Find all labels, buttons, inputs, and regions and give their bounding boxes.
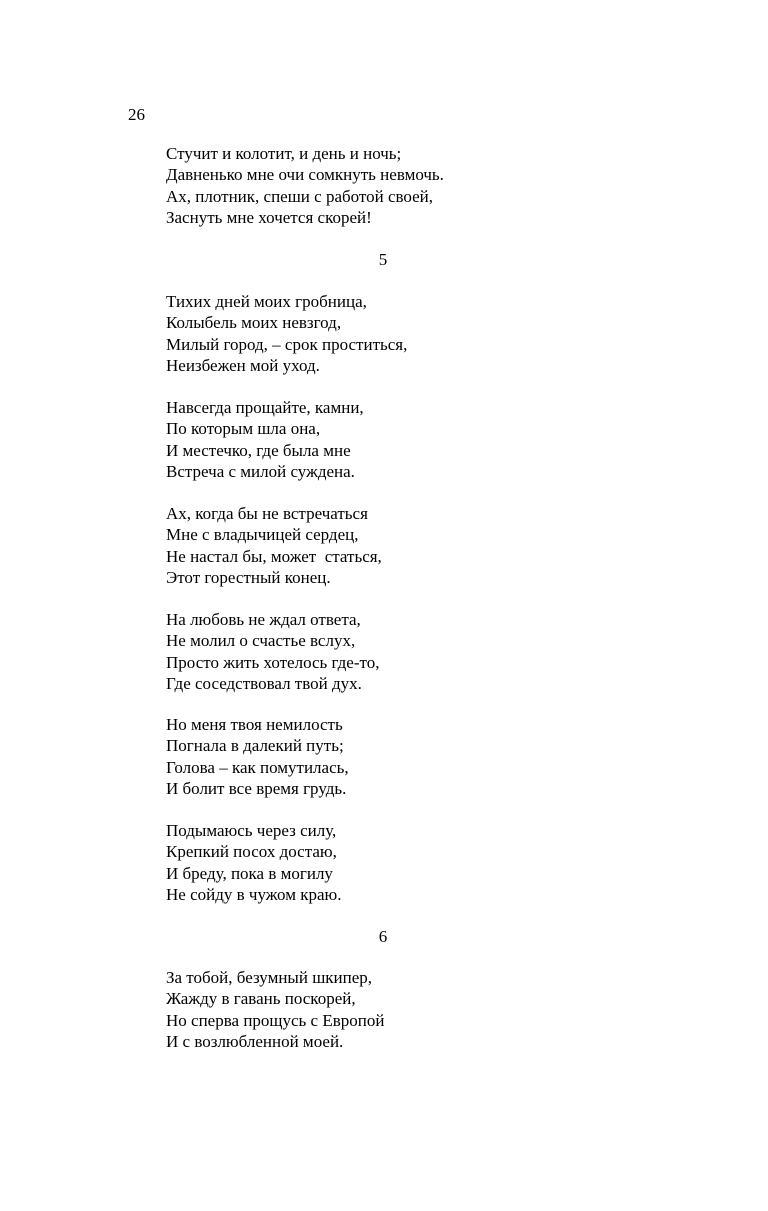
section-heading-5: [0, 249, 768, 270]
poem-line: Заснуть мне хочется скорей!: [166, 207, 372, 227]
poem-line: За тобой, безумный шкипер,: [166, 968, 373, 987]
poem-line: Не сойду в чужом краю.: [166, 884, 342, 904]
poem-line: Где соседствовал твой дух.: [166, 673, 362, 693]
poem-line: Но меня твоя немилость: [166, 715, 343, 734]
stanza: [166, 397, 364, 482]
section-heading-6: [0, 926, 768, 947]
section-number: 6: [378, 927, 388, 946]
poem-line: Милый город, – срок проститься,: [166, 334, 408, 354]
poem-line: Этот горестный конец.: [166, 567, 331, 587]
poem-line: Неизбежен мой уход.: [166, 355, 320, 375]
section-number: 5: [378, 250, 388, 269]
stanza-continuation: [166, 143, 444, 228]
poem-line: Давненько мне очи сомкнуть невмочь.: [166, 165, 444, 185]
poem-line: Не настал бы, может статься,: [166, 546, 382, 566]
poem-line: Навсегда прощайте, камни,: [166, 398, 364, 417]
poem-line: Ах, когда бы не встречаться: [166, 504, 368, 523]
poem-line: Погнала в далекий путь;: [166, 736, 344, 756]
poem-line: Встреча с милой суждена.: [166, 461, 355, 481]
poem-line: И болит все время грудь.: [166, 778, 347, 798]
poem-line: Ах, плотник, спеши с работой своей,: [166, 186, 434, 206]
poem-line: Колыбель моих невзгод,: [166, 313, 342, 333]
stanza: [166, 503, 382, 588]
stanza: [166, 291, 407, 376]
stanza: [166, 714, 349, 799]
poem-line: И бреду, пока в могилу: [166, 863, 333, 883]
poem-line: Просто жить хотелось где-то,: [166, 652, 380, 672]
poem-line: На любовь не ждал ответа,: [166, 610, 361, 629]
poem-line: И местечко, где была мне: [166, 440, 351, 460]
poem-line: По которым шла она,: [166, 419, 321, 439]
poem-line: Стучит и колотит, и день и ночь;: [166, 144, 402, 163]
poem-line: Мне с владычицей сердец,: [166, 525, 359, 545]
poem-line: Но сперва прощусь с Европой: [166, 1010, 385, 1030]
stanza: [166, 609, 379, 694]
stanza: [166, 820, 341, 905]
stanza: [166, 967, 384, 1052]
poem-line: Подымаюсь через силу,: [166, 821, 337, 840]
poem-line: Крепкий посох достаю,: [166, 842, 337, 862]
poem-line: Жажду в гавань поскорей,: [166, 989, 356, 1009]
page-number: 26: [128, 105, 145, 124]
poem-line: И с возлюбленной моей.: [166, 1031, 344, 1051]
poem-line: Не молил о счастье вслух,: [166, 631, 356, 651]
poem-line: Голова – как помутилась,: [166, 757, 349, 777]
poem-line: Тихих дней моих гробница,: [166, 292, 367, 311]
